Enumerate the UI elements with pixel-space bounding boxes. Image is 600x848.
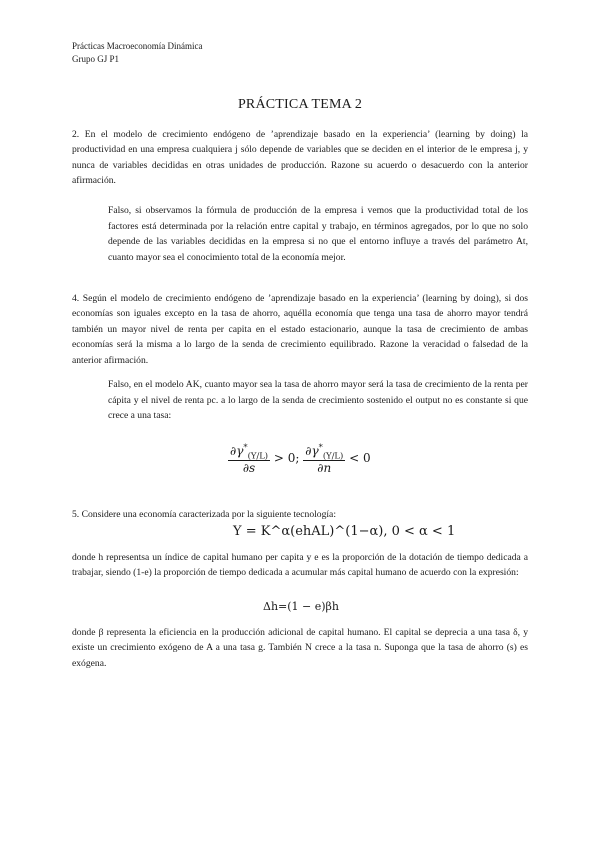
answer-2: Falso, si observamos la fórmula de producción de la empresa i vemos que la productividad total de los factores está determinada por la relación entre capital y trabajo, en términos agregados, por lo que no solo depende de las variables decididas en la empresa si no que el entorno influye a través del parámetro At, cuanto mayor sea el conocimiento total de la economía mejor. — [108, 205, 528, 263]
technology-formula: Y = K^α(ehAL)^(1−α), 0 < α < 1 — [233, 524, 456, 539]
question-5-text: donde h representsa un índice de capital humano per capita y e es la proporción de la dotación de tiempo dedicada a trabajar, siendo (1-e) la proporción de tiempo dedicada a acumular más capital humano de acuerdo con la expresión: — [72, 552, 528, 579]
answer-4: Falso, en el modelo AK, cuanto mayor sea la tasa de ahorro mayor será la tasa de crecimiento de la renta per cápita y el nivel de renta pc. a lo largo de la senda de crecimiento sostenido el output no es constante si que crece a una tasa: — [108, 379, 528, 422]
header-course: Prácticas Macroeconomía Dinámica — [72, 41, 203, 51]
growth-derivative-formula — [228, 442, 371, 475]
page-title: PRÁCTICA TEMA 2 — [237, 97, 363, 112]
derivative-savings: $\frac{\partial\gamma^*_{(Y/L)}}{\partial s}$ — [230, 442, 269, 476]
question-5-intro: 5. Considere una economía caracterizada por la siguiente tecnología: — [72, 509, 336, 520]
question-2: 2. En el modelo de crecimiento endógeno de ’aprendizaje basado en la experiencia’ (learning by doing) la productividad en una empresa cualquiera j sólo depende de variables que se deciden en el interior de le empresa j, y nunca de variables decididas en otras unidades de producción. Razone su acuerdo o desacuerdo con la anterior afirmación. — [72, 129, 528, 187]
human-capital-formula: Δh=(1 − e)βh — [263, 600, 339, 613]
question-5-assumptions: donde β representa la eficiencia en la producción adicional de capital humano. El capital se deprecia a una tasa δ, y existe un crecimiento exógeno de A a una tasa g. También N crece a la tasa n. Suponga que la tasa de ahorro (s) es exógena. — [72, 627, 528, 669]
header-group: Grupo GJ P1 — [72, 54, 120, 64]
derivative-population: $\frac{\partial\gamma^*_{(Y/L)}}{\partial n}$ — [305, 442, 344, 476]
positive-sign: > 0; — [273, 451, 300, 466]
negative-sign: < 0 — [349, 451, 371, 466]
question-4: 4. Según el modelo de crecimiento endógeno de ’aprendizaje basado en la experiencia’ (learning by doing), si dos economías son iguales excepto en la tasa de ahorro, aquélla economía que tenga una tasa de ahorro mayor tendrá también un mayor nivel de renta per capita en el estado estacionario, aunque la tasa de crecimiento de ambas economías será la misma a lo largo de la senda de crecimiento equilibrado. Razone la veracidad o falsedad de la anterior afirmación. — [72, 293, 528, 366]
